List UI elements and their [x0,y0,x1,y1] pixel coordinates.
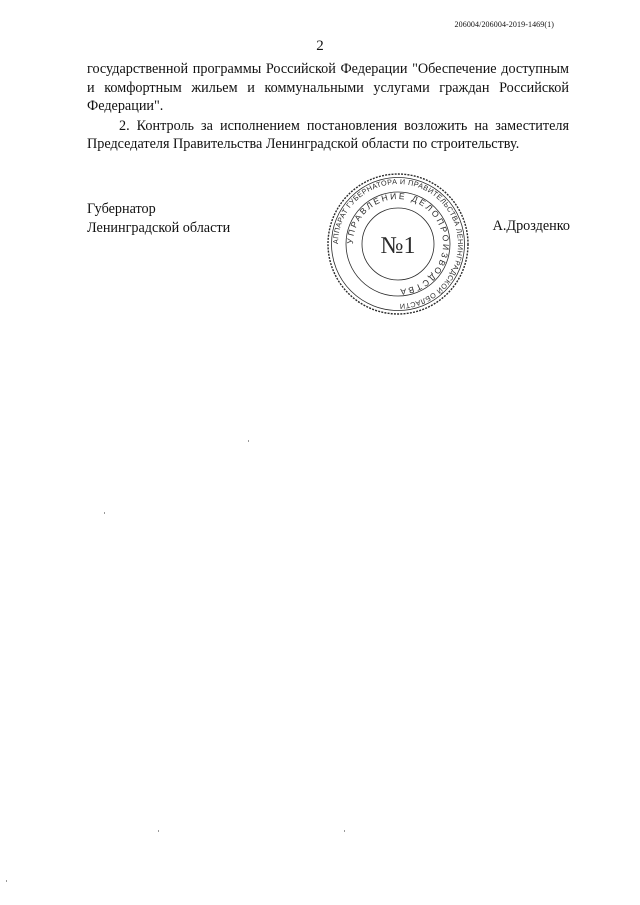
scan-speck [248,440,249,442]
scan-speck [344,830,345,832]
scan-speck [6,880,7,882]
page-number: 2 [316,38,324,54]
signatory-title [87,200,230,237]
seal-outer-text: АППАРАТ ГУБЕРНАТОРА И ПРАВИТЕЛЬСТВА ЛЕНИНГРАДСКОЙ ОБЛАСТИ [330,176,466,312]
signatory-title-line-1: Губернатор [87,201,156,217]
document-id: 206004/206004-2019-1469(1) [454,20,554,29]
paragraph-1: государственной программы Российской Федерации "Обеспечение доступным и комфортным жильем и коммунальными услугами граждан Российской Федерации". [87,61,569,114]
document-body [87,60,569,154]
paragraph-2: 2. Контроль за исполнением постановления возложить на заместителя Председателя Правительства Ленинградской области по строительству. [87,117,569,152]
seal-inner-text: УПРАВЛЕНИЕ ДЕЛОПРОИЗВОДСТВА [344,190,452,298]
scan-speck [158,830,159,832]
official-seal [324,170,472,318]
signatory-title-line-2: Ленинградской области [87,219,231,236]
signatory-name: А.Дрозденко [492,218,570,234]
seal-center-number: №1 [380,233,416,259]
scan-speck [104,512,105,514]
